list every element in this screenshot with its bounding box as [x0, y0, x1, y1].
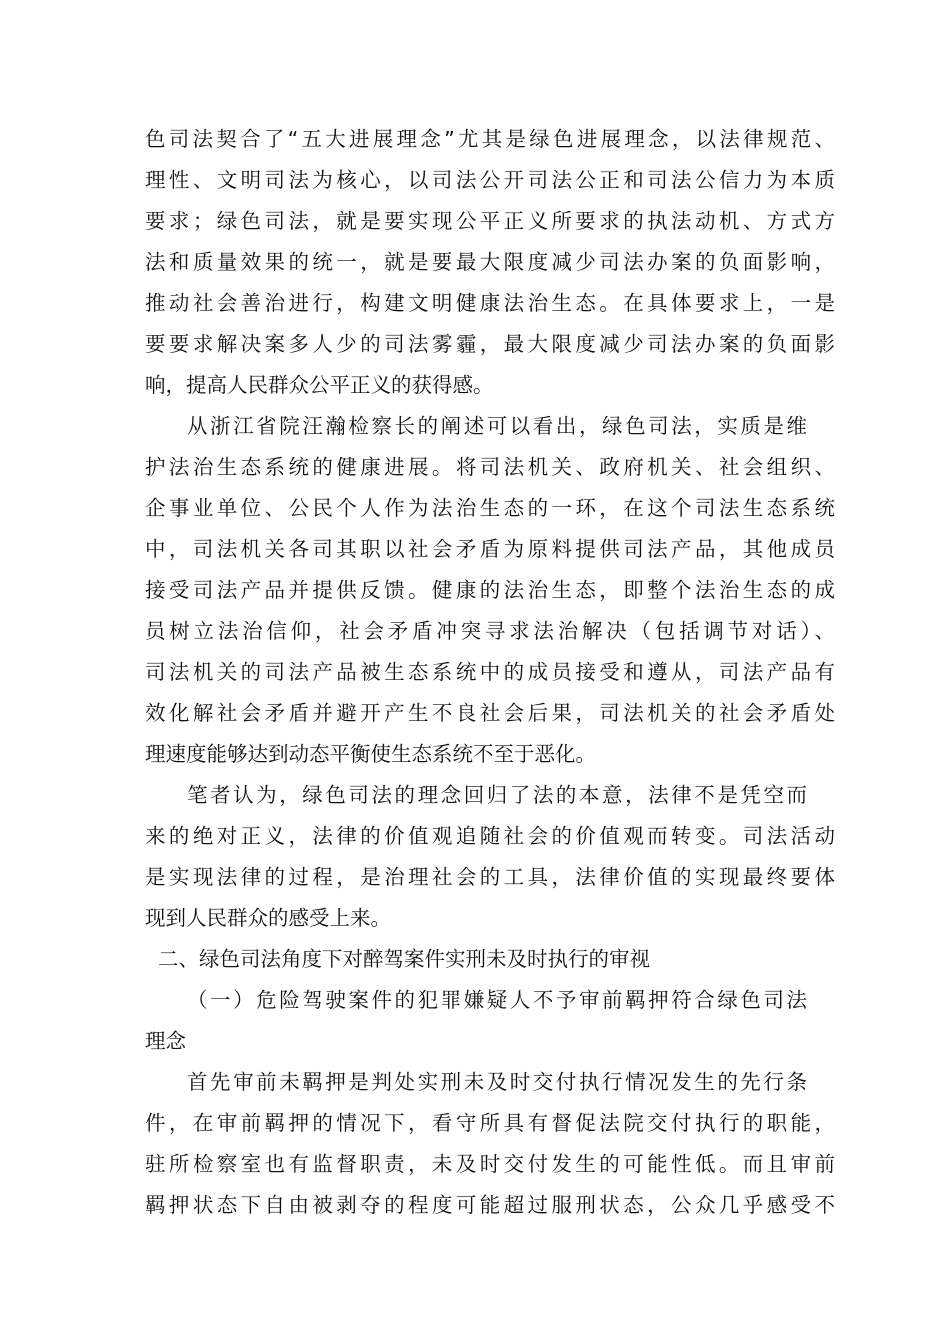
paragraph-1-line-4: 法和质量效果的统一，就是要最大限度减少司法办案的负面影响， — [145, 250, 835, 274]
paragraph-1-line-5: 推动社会善治进行，构建文明健康法治生态。在具体要求上，一是 — [145, 291, 835, 315]
subsection-heading-line-2: 理念 — [145, 1029, 186, 1053]
paragraph-4-line-1: 首先审前未羁押是判处实刑未及时交付执行情况发生的先行条 — [187, 1070, 807, 1094]
paragraph-3-line-1: 笔者认为，绿色司法的理念回归了法的本意，法律不是凭空而 — [187, 783, 807, 807]
paragraph-2-line-2: 护法治生态系统的健康进展。将司法机关、政府机关、社会组织、 — [145, 455, 835, 479]
paragraph-2-line-9: 理速度能够达到动态平衡使生态系统不至于恶化。 — [145, 742, 596, 766]
paragraph-3-line-4: 现到人民群众的感受上来。 — [145, 906, 391, 930]
paragraph-3-line-2: 来的绝对正义，法律的价值观追随社会的价值观而转变。司法活动 — [145, 824, 835, 848]
paragraph-2-line-4: 中，司法机关各司其职以社会矛盾为原料提供司法产品，其他成员 — [145, 537, 835, 561]
subsection-heading-line-1: （一）危险驾驶案件的犯罪嫌疑人不予审前羁押符合绿色司法 — [187, 988, 807, 1012]
paragraph-4-line-4: 羁押状态下自由被剥夺的程度可能超过服刑状态，公众几乎感受不 — [145, 1193, 835, 1217]
paragraph-2-line-5: 接受司法产品并提供反馈。健康的法治生态，即整个法治生态的成 — [145, 578, 835, 602]
paragraph-4-line-2: 件，在审前羁押的情况下，看守所具有督促法院交付执行的职能， — [145, 1111, 835, 1135]
paragraph-2-line-7: 司法机关的司法产品被生态系统中的成员接受和遵从，司法产品有 — [145, 660, 835, 684]
paragraph-2-line-6: 员树立法治信仰，社会矛盾冲突寻求法治解决（包括调节对话）、 — [145, 619, 835, 643]
paragraph-1-line-2: 理性、文明司法为核心，以司法公开司法公正和司法公信力为本质 — [145, 168, 835, 192]
paragraph-2-line-1: 从浙江省院汪瀚检察长的阐述可以看出，绿色司法，实质是维 — [187, 414, 807, 438]
paragraph-3-line-3: 是实现法律的过程，是治理社会的工具，法律价值的实现最终要体 — [145, 865, 835, 889]
paragraph-1-line-1: 色司法契合了“五大进展理念”尤其是绿色进展理念，以法律规范、 — [145, 127, 835, 151]
paragraph-2-line-3: 企事业单位、公民个人作为法治生态的一环，在这个司法生态系统 — [145, 496, 835, 520]
paragraph-1-line-6: 要要求解决案多人少的司法雾霾，最大限度减少司法办案的负面影 — [145, 332, 835, 356]
section-heading: 二、绿色司法角度下对醉驾案件实刑未及时执行的审视 — [158, 947, 650, 971]
paragraph-2-line-8: 效化解社会矛盾并避开产生不良社会后果，司法机关的社会矛盾处 — [145, 701, 835, 725]
paragraph-1-line-7: 响，提高人民群众公平正义的获得感。 — [145, 373, 494, 397]
paragraph-4-line-3: 驻所检察室也有监督职责，未及时交付发生的可能性低。而且审前 — [145, 1152, 835, 1176]
paragraph-1-line-3: 要求；绿色司法，就是要实现公平正义所要求的执法动机、方式方 — [145, 209, 835, 233]
